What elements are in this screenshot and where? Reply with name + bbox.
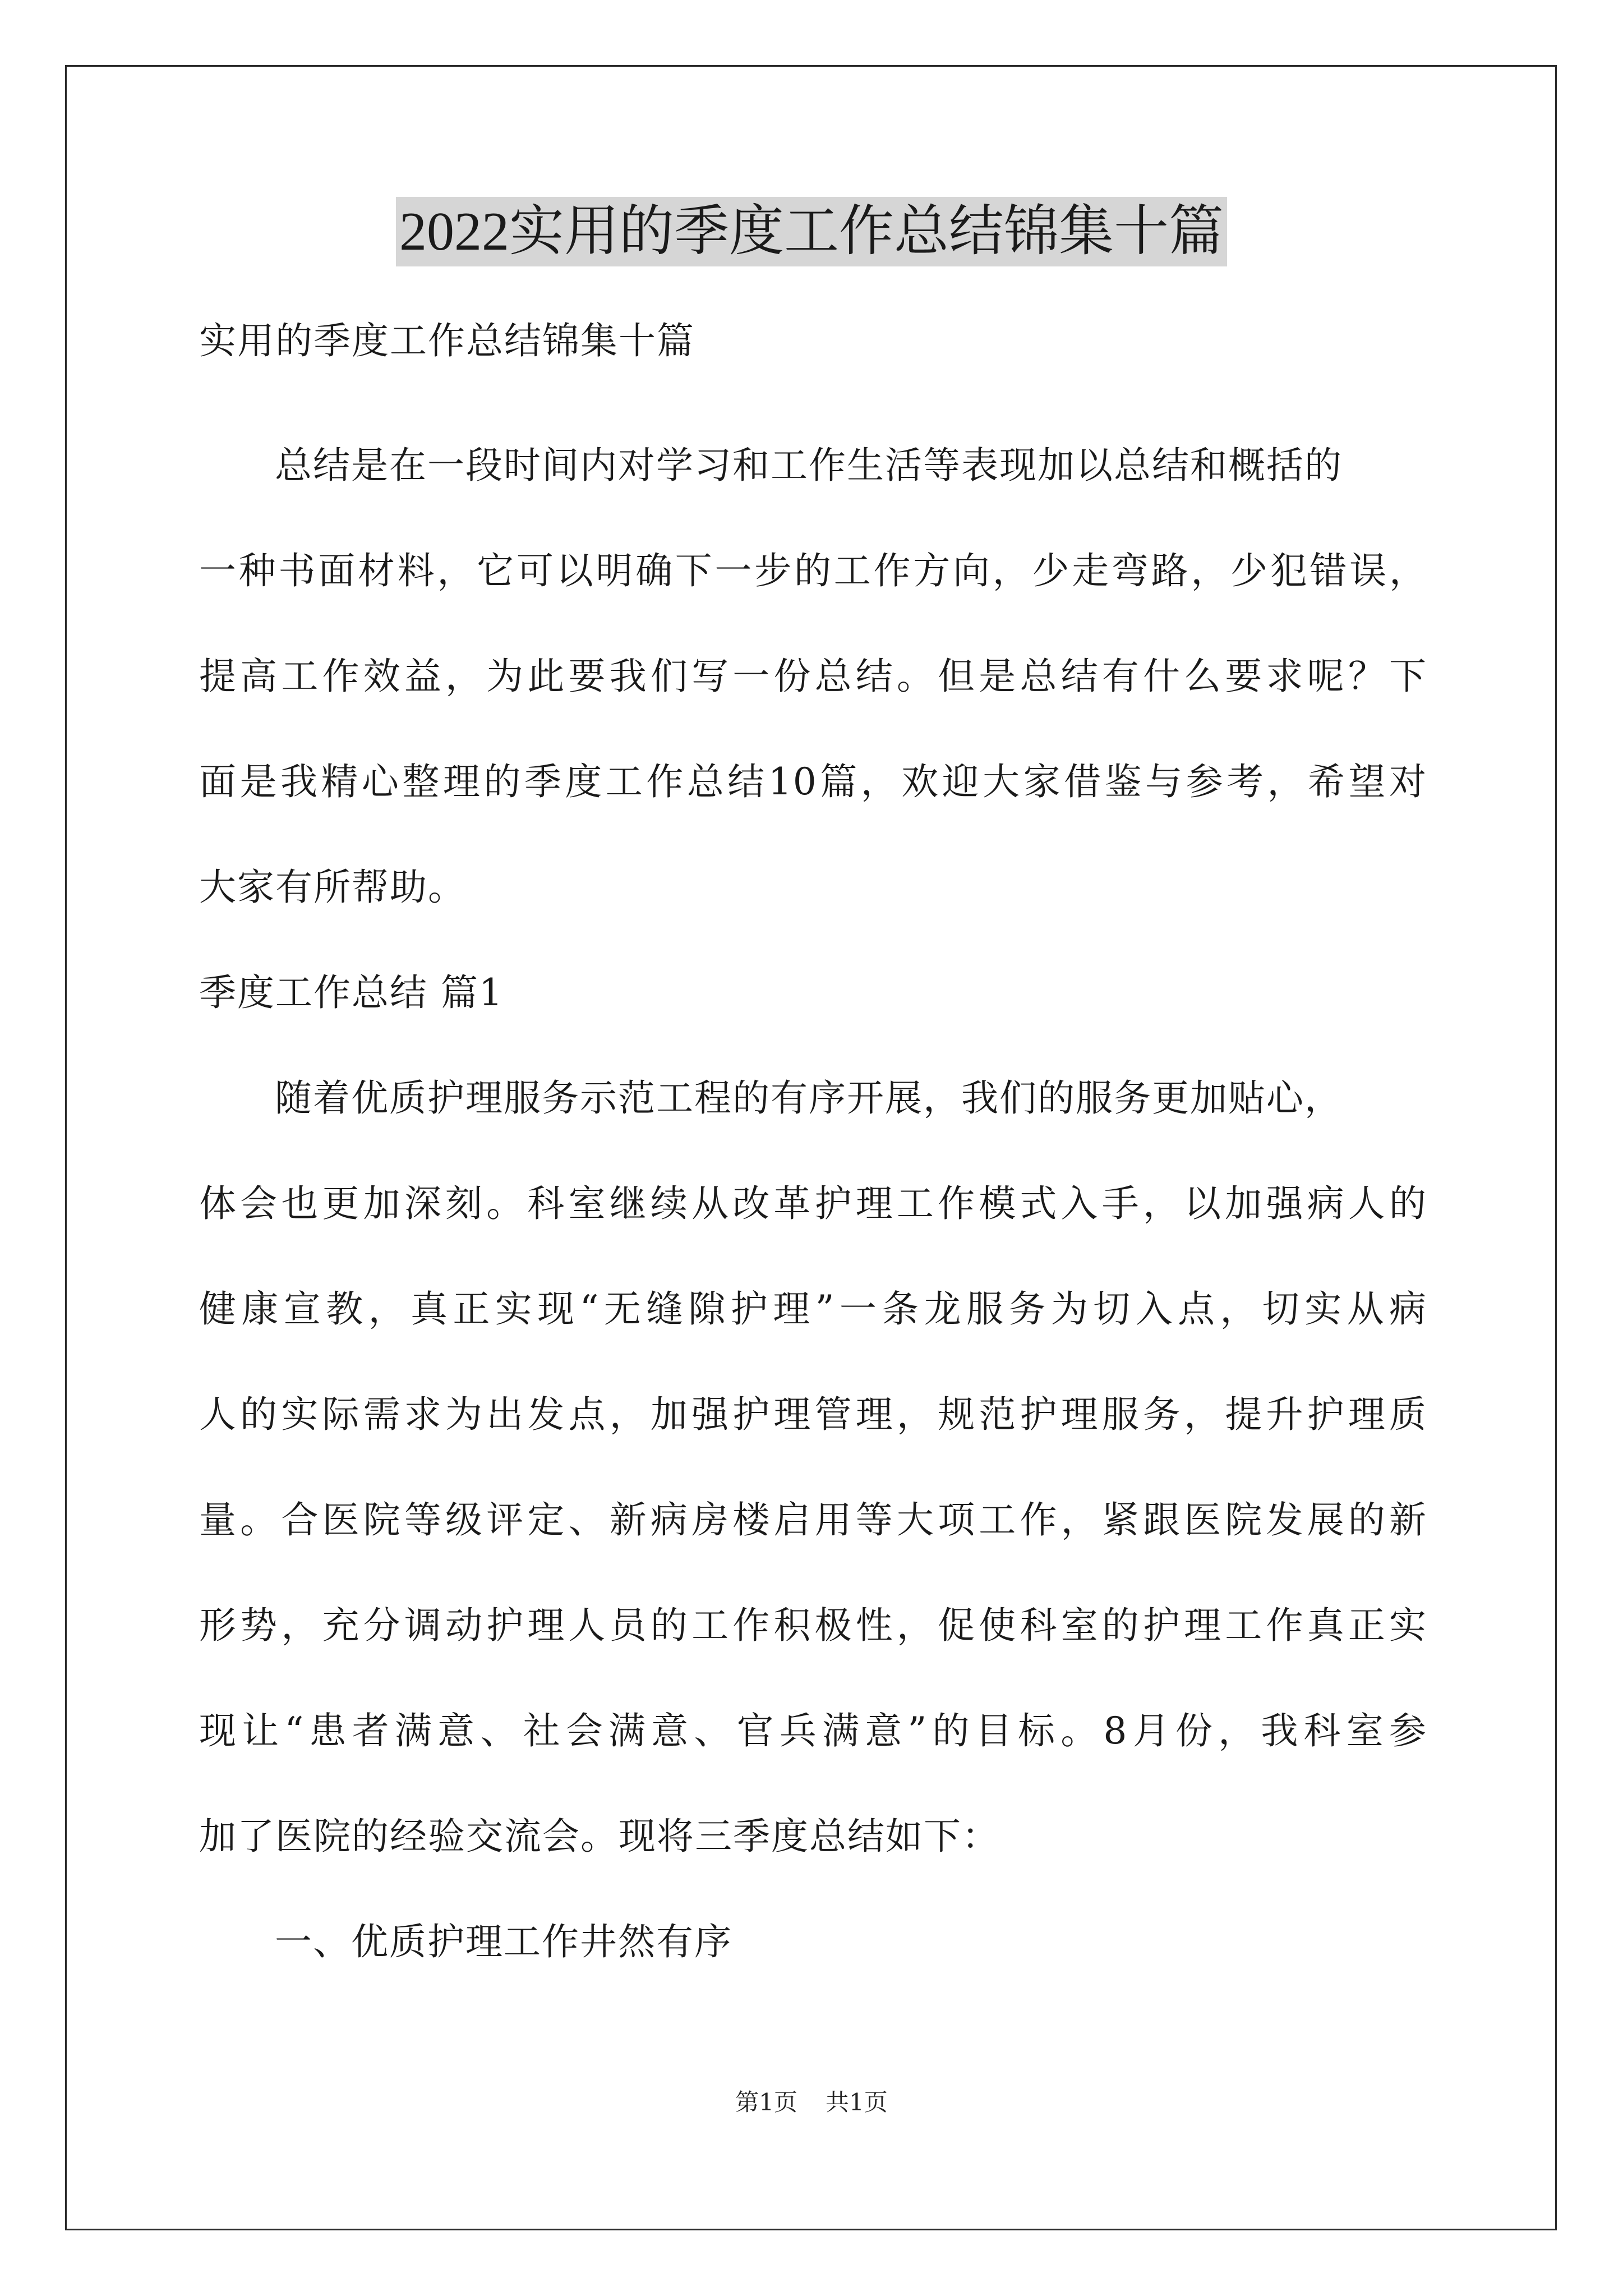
document-subtitle: 实用的季度工作总结锦集十篇	[199, 319, 695, 362]
page-border	[65, 65, 1557, 2230]
body-line: 健康宣教，真正实现“无缝隙护理”一条龙服务为切入点，切实从病	[199, 1287, 1427, 1331]
body-line: 形势，充分调动护理人员的工作积极性，促使科室的护理工作真正实	[199, 1604, 1427, 1647]
document-title	[0, 195, 1623, 268]
intro-line: 面是我精心整理的季度工作总结10篇，欢迎大家借鉴与参考，希望对	[199, 760, 1427, 803]
document-title-text: 2022实用的季度工作总结锦集十篇	[396, 197, 1227, 266]
body-line: 量。合医院等级评定、新病房楼启用等大项工作，紧跟医院发展的新	[199, 1498, 1427, 1542]
section-heading: 季度工作总结 篇1	[199, 971, 504, 1014]
page-total: 共1页	[826, 2088, 888, 2116]
page-footer	[0, 2087, 1623, 2118]
intro-line: 提高工作效益，为此要我们写一份总结。但是总结有什么要求呢？下	[199, 655, 1427, 698]
body-line: 随着优质护理服务示范工程的有序开展，我们的服务更加贴心，	[275, 1076, 1343, 1120]
page-number: 第1页	[735, 2088, 797, 2116]
body-line: 体会也更加深刻。科室继续从改革护理工作模式入手，以加强病人的	[199, 1182, 1427, 1225]
body-line: 加了医院的经验交流会。现将三季度总结如下：	[199, 1815, 1000, 1858]
intro-line: 大家有所帮助。	[199, 866, 466, 909]
intro-line: 总结是在一段时间内对学习和工作生活等表现加以总结和概括的	[275, 444, 1343, 487]
intro-line: 一种书面材料，它可以明确下一步的工作方向，少走弯路，少犯错误，	[199, 549, 1427, 592]
body-line: 现让“患者满意、社会满意、官兵满意”的目标。8月份，我科室参	[199, 1709, 1427, 1752]
body-line: 人的实际需求为出发点，加强护理管理，规范护理服务，提升护理质	[199, 1393, 1427, 1436]
sub-heading: 一、优质护理工作井然有序	[275, 1920, 732, 1963]
